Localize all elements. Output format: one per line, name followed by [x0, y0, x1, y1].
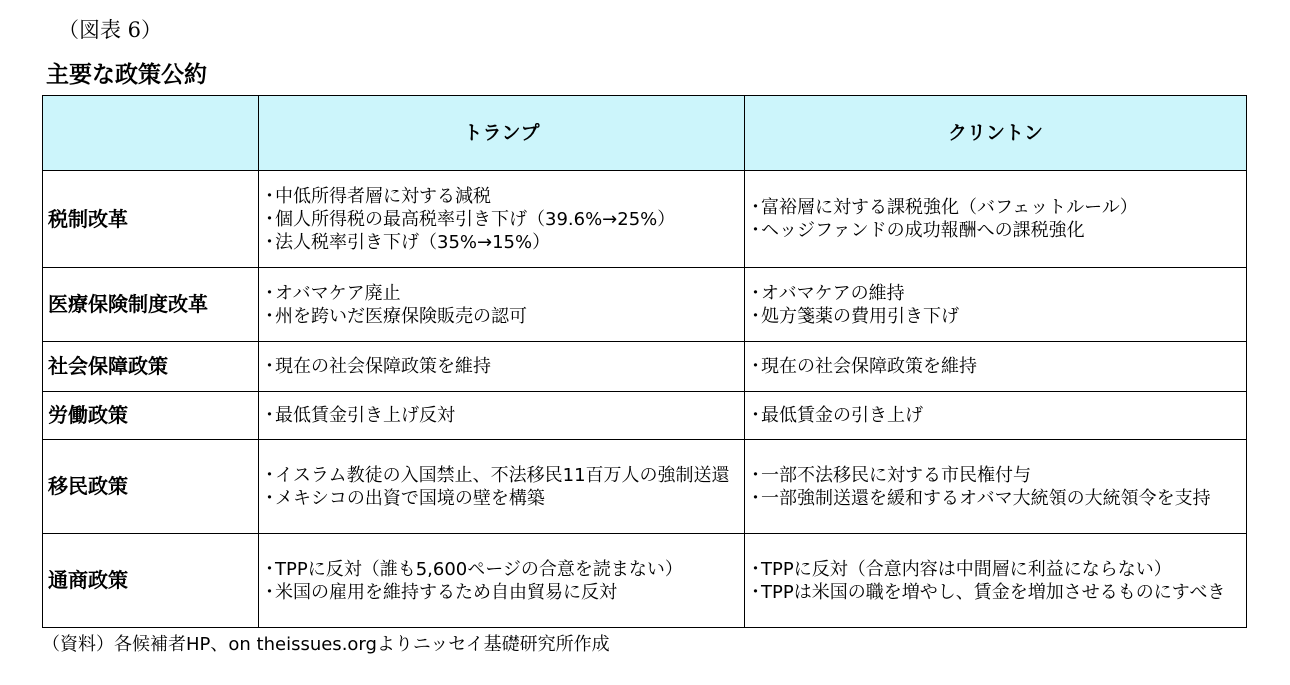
header-cell-empty: [43, 96, 259, 171]
figure-label: （図表 6）: [58, 18, 163, 42]
policy-table: [42, 95, 1247, 628]
table-row: [43, 440, 1247, 534]
header-trump: トランプ: [259, 96, 745, 171]
clinton-cell: [745, 534, 1247, 628]
list-item: ･ 現在の社会保障政策を維持: [265, 355, 738, 378]
category-cell: 労働政策: [43, 392, 259, 440]
trump-cell: [259, 342, 745, 392]
clinton-cell: [745, 342, 1247, 392]
list-item: ･ 処方箋薬の費用引き下げ: [751, 305, 1240, 328]
list-item: ･ 州を跨いだ医療保険販売の認可: [265, 305, 738, 328]
list-item: ･ イスラム教徒の入国禁止、不法移民11百万人の強制送還: [265, 464, 738, 487]
clinton-cell: [745, 392, 1247, 440]
figure-title: 主要な政策公約: [46, 62, 207, 88]
trump-cell: [259, 392, 745, 440]
list-item: ･ 現在の社会保障政策を維持: [751, 355, 1240, 378]
clinton-cell: [745, 268, 1247, 342]
list-item: ･ オバマケアの維持: [751, 282, 1240, 305]
list-item: ･ メキシコの出資で国境の壁を構築: [265, 487, 738, 510]
list-item: ･ 個人所得税の最高税率引き下げ（39.6%→25%）: [265, 208, 738, 231]
category-cell: 税制改革: [43, 171, 259, 268]
category-cell: 通商政策: [43, 534, 259, 628]
list-item: ･ オバマケア廃止: [265, 282, 738, 305]
list-item: ･ 米国の雇用を維持するため自由貿易に反対: [265, 581, 738, 604]
list-item: ･ TPPに反対（誰も5,600ページの合意を読まない）: [265, 558, 738, 581]
header-clinton: クリントン: [745, 96, 1247, 171]
category-cell: 社会保障政策: [43, 342, 259, 392]
clinton-cell: [745, 171, 1247, 268]
list-item: ･ 一部強制送還を緩和するオバマ大統領の大統領令を支持: [751, 487, 1240, 510]
table-row: [43, 392, 1247, 440]
table-row: [43, 268, 1247, 342]
table-row: [43, 171, 1247, 268]
list-item: ･ TPPは米国の職を増やし、賃金を増加させるものにすべき: [751, 581, 1240, 604]
trump-cell: [259, 171, 745, 268]
list-item: ･ 最低賃金の引き上げ: [751, 404, 1240, 427]
list-item: ･ 法人税率引き下げ（35%→15%）: [265, 231, 738, 254]
list-item: ･ 中低所得者層に対する減税: [265, 185, 738, 208]
list-item: ･ 最低賃金引き上げ反対: [265, 404, 738, 427]
trump-cell: [259, 440, 745, 534]
trump-cell: [259, 534, 745, 628]
category-cell: 移民政策: [43, 440, 259, 534]
list-item: ･ ヘッジファンドの成功報酬への課税強化: [751, 219, 1240, 242]
clinton-cell: [745, 440, 1247, 534]
source-note: （資料）各候補者HP、on theissues.orgよりニッセイ基礎研究所作成: [42, 634, 610, 655]
table-row: [43, 342, 1247, 392]
list-item: ･ 一部不法移民に対する市民権付与: [751, 464, 1240, 487]
table-row: [43, 534, 1247, 628]
list-item: ･ TPPに反対（合意内容は中間層に利益にならない）: [751, 558, 1240, 581]
list-item: ･ 富裕層に対する課税強化（バフェットルール）: [751, 196, 1240, 219]
trump-cell: [259, 268, 745, 342]
header-row: [43, 96, 1247, 171]
category-cell: 医療保険制度改革: [43, 268, 259, 342]
